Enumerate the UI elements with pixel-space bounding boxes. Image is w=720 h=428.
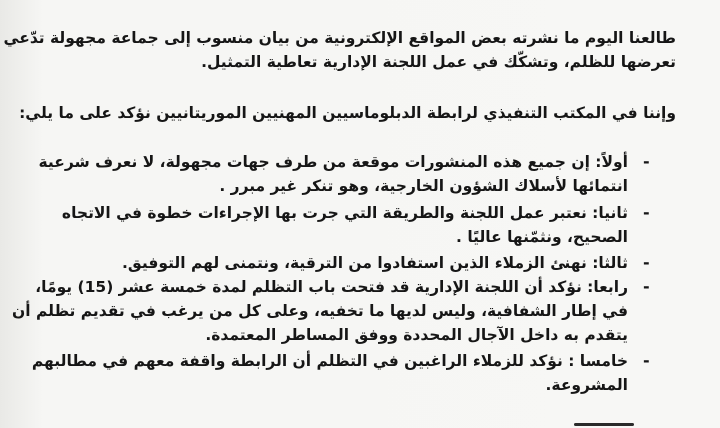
- point-3-line-1: ثالثا: نهنئ الزملاء الذين استفادوا من الترقية، ونتمنى لهم التوفيق.: [122, 254, 628, 272]
- intro-line-1: طالعنا اليوم ما نشرته بعض المواقع الإلكترونية من بيان منسوب إلى جماعة مجهولة تدّعي: [3, 29, 676, 47]
- point-2-line-2: الصحيح، ونثمّنها عاليًا .: [456, 228, 628, 246]
- bullet-marker: -: [643, 253, 650, 272]
- point-4-line-2: في إطار الشفافية، وليس لديها ما تخفيه، وعلى كل من يرغب في تقديم تظلم أن: [12, 302, 628, 320]
- cropped-text-fragment: [544, 418, 654, 428]
- point-4-line-1: رابعا: نؤكد أن اللجنة الإدارية قد فتحت باب التظلم لمدة خمسة عشر (15) يومًا،: [35, 278, 628, 296]
- bullet-marker: -: [643, 351, 650, 370]
- statement-line: وإننا في المكتب التنفيذي لرابطة الدبلوماسيين المهنيين الموريتانيين نؤكد على ما يلي:: [19, 104, 676, 122]
- bullet-marker: -: [643, 152, 650, 171]
- bullet-marker: -: [643, 277, 650, 296]
- point-1-line-1: أولاً: إن جميع هذه المنشورات موقعة من طرف جهات مجهولة، لا نعرف شرعية: [38, 153, 628, 171]
- point-2-line-1: ثانيا: نعتبر عمل اللجنة والطريقة التي جرت بها الإجراءات خطوة في الاتجاه: [61, 204, 628, 222]
- point-1-line-2: انتمائها لأسلاك الشؤون الخارجية، وهو تنكر غير مبرر .: [219, 177, 628, 195]
- point-4-line-3: يتقدم به داخل الآجال المحددة ووفق المساطر المعتمدة.: [205, 326, 628, 344]
- point-5-line-2: المشروعة.: [545, 376, 628, 394]
- point-5-line-1: خامسا : نؤكد للزملاء الراغبين في التظلم أن الرابطة واقفة معهم في مطالبهم: [31, 352, 628, 370]
- intro-line-2: تعرضها للظلم، وتشكّك في عمل اللجنة الإدارية تعاطية التمثيل.: [201, 53, 676, 71]
- bullet-marker: -: [643, 203, 650, 222]
